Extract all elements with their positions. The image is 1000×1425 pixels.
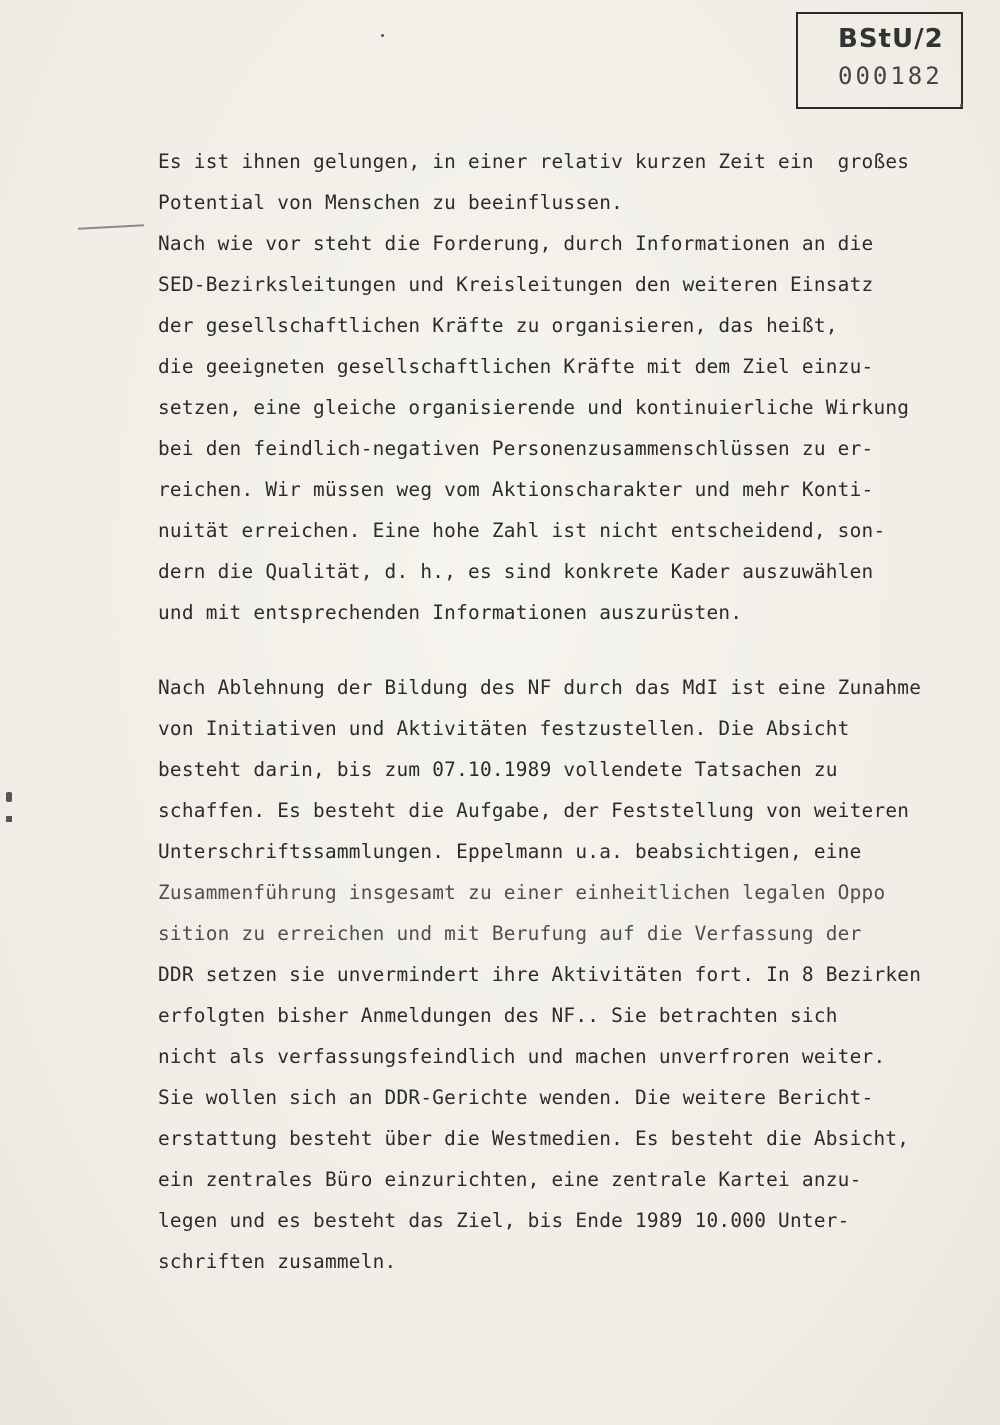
text-line: Unterschriftssammlungen. Eppelmann u.a. beabsichtigen, eine	[158, 840, 862, 863]
text-line: SED-Bezirksleitungen und Kreisleitungen den weiteren Einsatz	[158, 273, 874, 296]
stamp-number: 000182	[838, 62, 943, 90]
text-line: schriften zusammeln.	[158, 1250, 397, 1273]
text-line: Zusammenführung insgesamt zu einer einheitlichen legalen Oppo	[158, 881, 886, 904]
text-line: erstattung besteht über die Westmedien. Es besteht die Absicht,	[158, 1127, 910, 1150]
text-line: schaffen. Es besteht die Aufgabe, der Feststellung von weiteren	[158, 799, 910, 822]
text-line: sition zu erreichen und mit Berufung auf die Verfassung der	[158, 922, 862, 945]
text-line: setzen, eine gleiche organisierende und kontinuierliche Wirkung	[158, 396, 910, 419]
text-line: und mit entsprechenden Informationen auszurüsten.	[158, 601, 743, 624]
margin-pencil-stroke	[78, 224, 144, 229]
text-line: ein zentrales Büro einzurichten, eine zentrale Kartei anzu-	[158, 1168, 862, 1191]
text-line: Nach Ablehnung der Bildung des NF durch das MdI ist eine Zunahme	[158, 676, 922, 699]
paper-speck	[381, 34, 384, 37]
text-line: der gesellschaftlichen Kräfte zu organisieren, das heißt,	[158, 314, 838, 337]
text-line: von Initiativen und Aktivitäten festzustellen. Die Absicht	[158, 717, 850, 740]
text-line: Nach wie vor steht die Forderung, durch Informationen an die	[158, 232, 874, 255]
text-line: Es ist ihnen gelungen, in einer relativ kurzen Zeit ein großes	[158, 150, 910, 173]
paragraph-1	[158, 150, 938, 624]
text-line: DDR setzen sie unvermindert ihre Aktivitäten fort. In 8 Bezirken	[158, 963, 922, 986]
text-line: nuität erreichen. Eine hohe Zahl ist nicht entscheidend, son-	[158, 519, 886, 542]
text-line: erfolgten bisher Anmeldungen des NF.. Sie betrachten sich	[158, 1004, 838, 1027]
text-line: Sie wollen sich an DDR-Gerichte wenden. Die weitere Bericht-	[158, 1086, 874, 1109]
archive-stamp	[796, 12, 963, 109]
text-line: die geeigneten gesellschaftlichen Kräfte mit dem Ziel einzu-	[158, 355, 874, 378]
text-line: reichen. Wir müssen weg vom Aktionscharakter und mehr Konti-	[158, 478, 874, 501]
text-line: besteht darin, bis zum 07.10.1989 vollendete Tatsachen zu	[158, 758, 838, 781]
stamp-code: BStU/2	[838, 24, 944, 54]
margin-mark	[6, 792, 12, 802]
margin-mark	[6, 816, 12, 822]
paper-speck	[960, 104, 963, 107]
text-line: Potential von Menschen zu beeinflussen.	[158, 191, 624, 214]
text-line: nicht als verfassungsfeindlich und machen unverfroren weiter.	[158, 1045, 886, 1068]
text-line: dern die Qualität, d. h., es sind konkrete Kader auszuwählen	[158, 560, 874, 583]
text-line: bei den feindlich-negativen Personenzusammenschlüssen zu er-	[158, 437, 874, 460]
text-line: legen und es besteht das Ziel, bis Ende 1989 10.000 Unter-	[158, 1209, 850, 1232]
paragraph-2	[158, 676, 938, 1273]
